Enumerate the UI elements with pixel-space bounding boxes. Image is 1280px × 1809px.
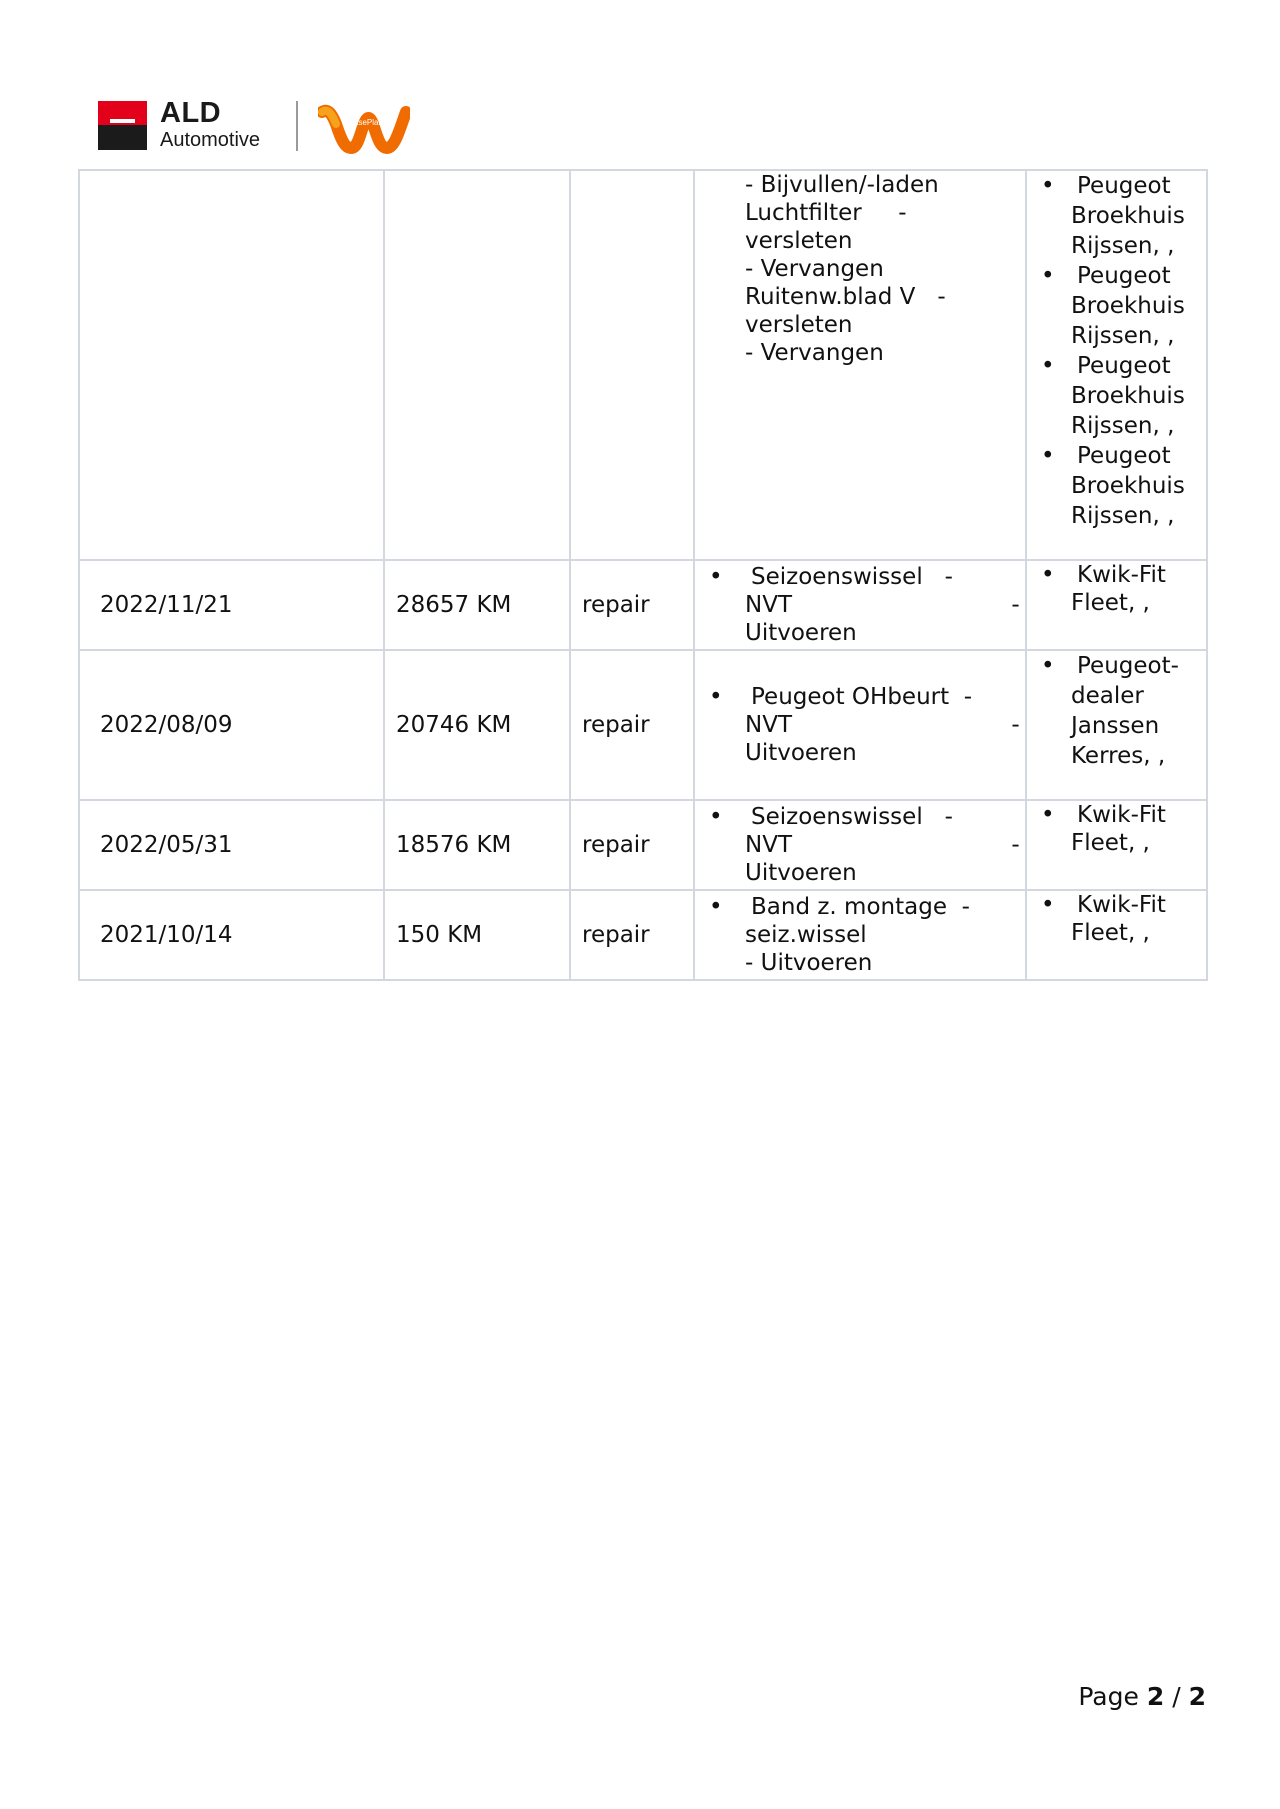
dealer-line: Fleet, , — [1071, 590, 1150, 616]
description-line: • Band z. montage - — [751, 894, 970, 920]
dealer-item — [1027, 651, 1206, 771]
header-logos — [98, 98, 428, 154]
dealer-line: • Kwik-Fit — [1077, 562, 1166, 588]
description-cell — [694, 560, 1026, 650]
mileage-cell: 28657 KM — [384, 560, 570, 650]
dealer-line: Rijssen, , — [1071, 323, 1175, 349]
dealer-item — [1027, 801, 1206, 857]
date-cell — [79, 170, 384, 560]
dealer-line: Janssen — [1071, 713, 1160, 739]
dealer-line: • Peugeot — [1077, 263, 1171, 289]
type-cell — [570, 170, 694, 560]
dealer-cell — [1026, 650, 1207, 800]
dealer-line: Rijssen, , — [1071, 413, 1175, 439]
table-row — [79, 800, 1207, 890]
dealer-line: Fleet, , — [1071, 830, 1150, 856]
dealer-line: dealer — [1071, 683, 1144, 709]
leaseplan-logo — [318, 98, 410, 154]
date-cell: 2021/10/14 — [79, 890, 384, 980]
dealer-line: Broekhuis — [1071, 383, 1185, 409]
description-line: - Vervangen — [745, 340, 884, 366]
mileage-cell: 18576 KM — [384, 800, 570, 890]
ald-logo-mark — [98, 101, 147, 150]
date-cell: 2022/08/09 — [79, 650, 384, 800]
description-line: • Seizoenswissel - — [751, 564, 953, 590]
dealer-line: Kerres, , — [1071, 743, 1166, 769]
dealer-line: Rijssen, , — [1071, 503, 1175, 529]
dealer-line: • Peugeot- — [1077, 653, 1179, 679]
dealer-line: Fleet, , — [1071, 920, 1150, 946]
description-line: • Seizoenswissel - — [751, 804, 953, 830]
type-cell: repair — [570, 800, 694, 890]
description-line: Uitvoeren — [745, 620, 857, 646]
description-cell — [694, 650, 1026, 800]
description-line: NVT - — [745, 592, 1020, 618]
dealer-line: • Kwik-Fit — [1077, 892, 1166, 918]
ald-logo-text — [160, 98, 260, 152]
description-line: NVT - — [745, 832, 1020, 858]
description-line: versleten — [745, 228, 853, 254]
dealer-item — [1027, 441, 1206, 531]
type-cell: repair — [570, 650, 694, 800]
page-number — [1078, 1682, 1206, 1711]
dealer-line: Rijssen, , — [1071, 233, 1175, 259]
description-cell — [694, 170, 1026, 560]
description-item — [695, 563, 1025, 647]
description-line: Luchtfilter - — [745, 200, 907, 226]
description-line: versleten — [745, 312, 853, 338]
description-line: - Vervangen — [745, 256, 884, 282]
description-line: Uitvoeren — [745, 860, 857, 886]
dealer-cell — [1026, 560, 1207, 650]
dealer-line: • Peugeot — [1077, 173, 1171, 199]
dealer-line: Broekhuis — [1071, 293, 1185, 319]
page-current: 2 — [1146, 1682, 1165, 1711]
dealer-cell — [1026, 890, 1207, 980]
date-cell: 2022/11/21 — [79, 560, 384, 650]
description-cell — [694, 800, 1026, 890]
dealer-cell — [1026, 800, 1207, 890]
description-item — [695, 683, 1025, 767]
page-label: Page — [1078, 1682, 1139, 1711]
dealer-item — [1027, 171, 1206, 261]
table-row — [79, 650, 1207, 800]
service-history-table — [78, 169, 1206, 981]
history-table — [78, 169, 1208, 981]
type-cell: repair — [570, 890, 694, 980]
page-separator: / — [1172, 1682, 1181, 1711]
description-item — [695, 803, 1025, 887]
dealer-item — [1027, 261, 1206, 351]
description-cell — [694, 890, 1026, 980]
table-row — [79, 170, 1207, 560]
description-line: seiz.wissel — [745, 922, 867, 948]
description-line: - Uitvoeren — [745, 950, 873, 976]
type-cell: repair — [570, 560, 694, 650]
description-line: - Bijvullen/-laden — [745, 172, 939, 198]
dealer-cell — [1026, 170, 1207, 560]
table-row — [79, 890, 1207, 980]
dealer-item — [1027, 561, 1206, 617]
mileage-cell — [384, 170, 570, 560]
mileage-cell: 150 KM — [384, 890, 570, 980]
dealer-item — [1027, 351, 1206, 441]
description-line: • Peugeot OHbeurt - — [751, 684, 973, 710]
dealer-line: Broekhuis — [1071, 203, 1185, 229]
leaseplan-logo-text: LeasePlan — [345, 118, 383, 127]
description-line: Ruitenw.blad V - — [745, 284, 946, 310]
ald-logo-line1: ALD — [160, 97, 222, 129]
logo-divider — [296, 101, 298, 151]
dealer-line: Broekhuis — [1071, 473, 1185, 499]
description-line: Uitvoeren — [745, 740, 857, 766]
dealer-item — [1027, 891, 1206, 947]
description-line: NVT - — [745, 712, 1020, 738]
dealer-line: • Peugeot — [1077, 443, 1171, 469]
mileage-cell: 20746 KM — [384, 650, 570, 800]
table-row — [79, 560, 1207, 650]
dealer-line: • Kwik-Fit — [1077, 802, 1166, 828]
description-item — [695, 893, 1025, 977]
page-total: 2 — [1188, 1682, 1206, 1711]
dealer-line: • Peugeot — [1077, 353, 1171, 379]
ald-logo-line2: Automotive — [160, 129, 261, 151]
date-cell: 2022/05/31 — [79, 800, 384, 890]
